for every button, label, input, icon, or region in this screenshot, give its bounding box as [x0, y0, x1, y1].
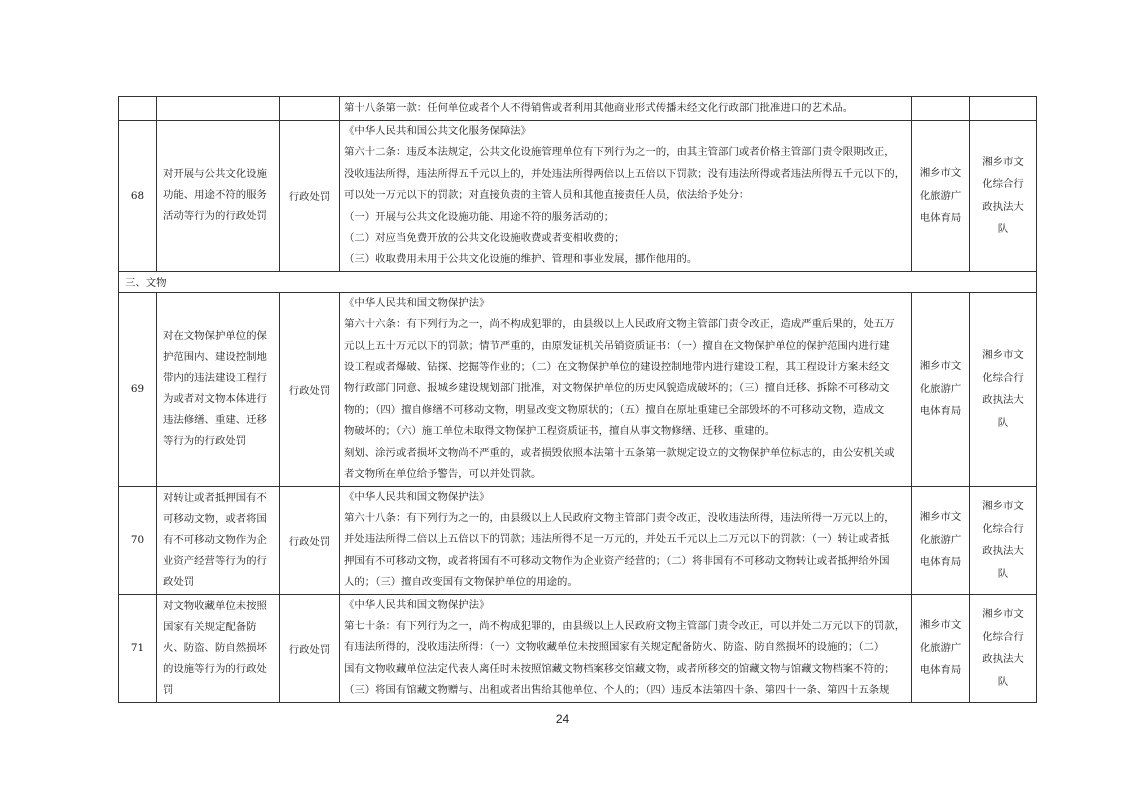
- enforcement-line: 队: [997, 567, 1009, 580]
- enforcement-line: 队: [997, 223, 1009, 236]
- responsible-department: [912, 486, 970, 594]
- item-name-line: 业资产经营等行为的行: [163, 554, 267, 567]
- enforcement-line: 政执法大: [982, 200, 1024, 213]
- legal-basis-line: （三）将国有馆藏文物赠与、出租或者出售给其他单位、个人的；（四）违反本法第四十条、第四十一条、第四十五条规: [344, 684, 890, 697]
- section-header-row: [119, 271, 1037, 292]
- enforcement-line: 湘乡市文: [982, 608, 1024, 621]
- legal-basis-line: 刻划、涂污或者损坏文物尚不严重的，或者损毁依照本法第十五条第一款规定设立的文物保护单位标志的，由公安机关或: [344, 446, 895, 459]
- enforcement-unit: [970, 594, 1037, 702]
- legal-basis-line: （三）收取费用未用于公共文化设施的维护、管理和事业发展，挪作他用的。: [344, 253, 698, 266]
- responsible-department: [912, 121, 970, 272]
- row-number: 71: [119, 594, 157, 702]
- item-name-line: 政处罚: [163, 575, 195, 588]
- legal-basis-line: 国有文物收藏单位法定代表人离任时未按照馆藏文物档案移交馆藏文物，或者所移交的馆藏文物与馆藏文物档案不符的；: [344, 662, 895, 675]
- item-name-line: 国家有关规定配备防: [163, 620, 257, 633]
- item-name-line: 带内的违法建设工程行: [163, 372, 267, 385]
- enforcement-table: [118, 96, 1037, 703]
- item-name-line: 对在文物保护单位的保: [163, 330, 267, 343]
- item-name-line: 功能、用途不符的服务: [163, 189, 267, 202]
- department-line: 湘乡市文: [919, 360, 962, 373]
- legal-basis-line: 第六十二条：违反本法规定，公共文化设施管理单位有下列行为之一的，由其主管部门或者价格主管部门责令限期改正，: [344, 146, 895, 159]
- enforcement-line: 化综合行: [982, 630, 1024, 643]
- enforcement-line: 政执法大: [982, 394, 1024, 407]
- department-line: 化旅游广: [919, 533, 962, 546]
- legal-basis-line: 人的；（三）擅自改变国有文物保护单位的用途的。: [344, 576, 578, 589]
- table-row: [119, 594, 1037, 702]
- enforcement-line: 政执法大: [982, 653, 1024, 666]
- item-name-line: 护范围内、建设控制地: [163, 351, 267, 364]
- legal-basis: [340, 486, 912, 594]
- legal-basis-line: 第七十条：有下列行为之一，尚不构成犯罪的，由县级以上人民政府文物主管部门责令改正，可以并处二万元以下的罚款，: [344, 619, 906, 632]
- enforcement-line: 化综合行: [982, 522, 1024, 535]
- legal-basis-line: 并处违法所得二倍以上五倍以下的罚款；违法所得不足一万元的，并处五千元以上二万元以下的罚款：（一）转让或者抵: [344, 533, 890, 546]
- enforcement-line: 湘乡市文: [982, 155, 1024, 168]
- row-number: 69: [119, 292, 157, 486]
- legal-basis-line: 可以处一万元以下的罚款；对直接负责的主管人员和其他直接责任人员，依法给予处分：: [344, 189, 750, 202]
- empty-cell: [119, 97, 157, 121]
- item-name-line: 可移动文物，或者将国: [163, 512, 267, 525]
- legal-basis-line: 《中华人民共和国公共文化服务保障法》: [344, 125, 532, 137]
- department-line: 湘乡市文: [919, 619, 962, 632]
- item-name: [157, 121, 280, 272]
- legal-basis: [340, 121, 912, 272]
- legal-basis-line: 第六十八条：有下列行为之一的，由县级以上人民政府文物主管部门责令改正，没收违法所得，违法所得一万元以上的，: [344, 511, 895, 524]
- legal-basis: [340, 594, 912, 702]
- legal-basis-line: 者文物所在单位给予警告，可以并处罚款。: [344, 468, 542, 481]
- legal-basis-line: 没收违法所得，违法所得五千元以上的，并处违法所得两倍以上五倍以下罚款；没有违法所得或者违法所得五千元以下的，: [344, 167, 906, 180]
- continuation-text: 第十八条第一款：任何单位或者个人不得销售或者利用其他商业形式传播未经文化行政部门批准进口的艺术品。: [340, 97, 912, 121]
- department-line: 化旅游广: [919, 382, 962, 395]
- department-line: 化旅游广: [919, 189, 962, 202]
- item-name: [157, 292, 280, 486]
- department-line: 湘乡市文: [919, 511, 962, 524]
- page-number: 24: [555, 712, 570, 726]
- legal-basis-line: 押国有不可移动文物，或者将国有不可移动文物作为企业资产经营的；（二）将非国有不可移动文物转让或者抵押给外国: [344, 554, 890, 567]
- action-type: 行政处罚: [280, 486, 340, 594]
- responsible-department: [912, 292, 970, 486]
- empty-cell: [280, 97, 340, 121]
- legal-basis-line: 设工程或者爆破、钻探、挖掘等作业的；（二）在文物保护单位的建设控制地带内进行建设工程，其工程设计方案未经文: [344, 361, 890, 374]
- table-row: [119, 486, 1037, 594]
- department-line: 电体育局: [919, 556, 962, 569]
- legal-basis-line: 《中华人民共和国文物保护法》: [344, 490, 490, 503]
- legal-basis: [340, 292, 912, 486]
- item-name-line: 的设施等行为的行政处: [163, 662, 267, 675]
- table-row: [119, 121, 1037, 272]
- item-name-line: 对文物收藏单位未按照: [163, 599, 267, 612]
- enforcement-line: 湘乡市文: [982, 349, 1024, 362]
- department-line: 湘乡市文: [919, 167, 962, 180]
- legal-basis-line: （二）对应当免费开放的公共文化设施收费或者变相收费的；: [344, 232, 625, 245]
- responsible-department: [912, 594, 970, 702]
- enforcement-line: 化综合行: [982, 178, 1024, 191]
- empty-cell: [912, 97, 970, 121]
- item-name-line: 等行为的行政处罚: [163, 435, 247, 448]
- empty-cell: [970, 97, 1037, 121]
- continuation-row: [119, 97, 1037, 121]
- legal-basis-line: 物的；（四）擅自修缮不可移动文物，明显改变文物原状的；（五）擅自在原址重建已全部毁坏的不可移动文物，造成文: [344, 403, 885, 416]
- department-line: 化旅游广: [919, 641, 962, 654]
- empty-cell: [157, 97, 280, 121]
- action-type: 行政处罚: [280, 292, 340, 486]
- enforcement-unit: [970, 486, 1037, 594]
- legal-basis-line: 物行政部门同意、报城乡建设规划部门批准，对文物保护单位的历史风貌造成破坏的；（三）擅自迁移、拆除不可移动文: [344, 382, 890, 395]
- table-row: [119, 292, 1037, 486]
- enforcement-line: 队: [997, 675, 1009, 688]
- item-name-line: 罚: [163, 683, 174, 696]
- enforcement-line: 湘乡市文: [982, 500, 1024, 513]
- legal-basis-line: 有违法所得的，没收违法所得：（一）文物收藏单位未按照国家有关规定配备防火、防盗、防自然损坏的设施的；（二）: [344, 641, 885, 654]
- item-name-line: 违法修缮、重建、迁移: [163, 414, 267, 427]
- legal-basis-line: 第六十六条：有下列行为之一，尚不构成犯罪的，由县级以上人民政府文物主管部门责令改正，造成严重后果的，处五万: [344, 318, 895, 331]
- enforcement-line: 队: [997, 416, 1009, 429]
- item-name: [157, 594, 280, 702]
- legal-basis-line: 元以上五十万元以下的罚款；情节严重的，由原发证机关吊销资质证书：（一）擅自在文物保护单位的保护范围内进行建: [344, 339, 890, 352]
- item-name: [157, 486, 280, 594]
- department-line: 电体育局: [919, 664, 962, 677]
- row-number: 68: [119, 121, 157, 272]
- item-name-line: 对开展与公共文化设施: [163, 168, 267, 181]
- enforcement-line: 政执法大: [982, 545, 1024, 558]
- action-type: 行政处罚: [280, 594, 340, 702]
- item-name-line: 活动等行为的行政处罚: [163, 210, 267, 223]
- item-name-line: 为或者对文物本体进行: [163, 393, 267, 406]
- department-line: 电体育局: [919, 212, 962, 225]
- legal-basis-line: 《中华人民共和国文物保护法》: [344, 296, 490, 309]
- legal-basis-line: 《中华人民共和国文物保护法》: [344, 598, 490, 611]
- section-header: 三、文物: [119, 271, 1037, 292]
- legal-basis-line: （一）开展与公共文化设施功能、用途不符的服务活动的；: [344, 210, 615, 223]
- department-line: 电体育局: [919, 405, 962, 418]
- enforcement-unit: [970, 292, 1037, 486]
- item-name-line: 火、防盗、防自然损坏: [163, 641, 267, 654]
- enforcement-unit: [970, 121, 1037, 272]
- action-type: 行政处罚: [280, 121, 340, 272]
- row-number: 70: [119, 486, 157, 594]
- enforcement-line: 化综合行: [982, 371, 1024, 384]
- item-name-line: 有不可移动文物作为企: [163, 533, 267, 546]
- legal-basis-line: 物破坏的；（六）施工单位未取得文物保护工程资质证书，擅自从事文物修缮、迁移、重建的。: [344, 425, 776, 438]
- item-name-line: 对转让或者抵押国有不: [163, 491, 267, 504]
